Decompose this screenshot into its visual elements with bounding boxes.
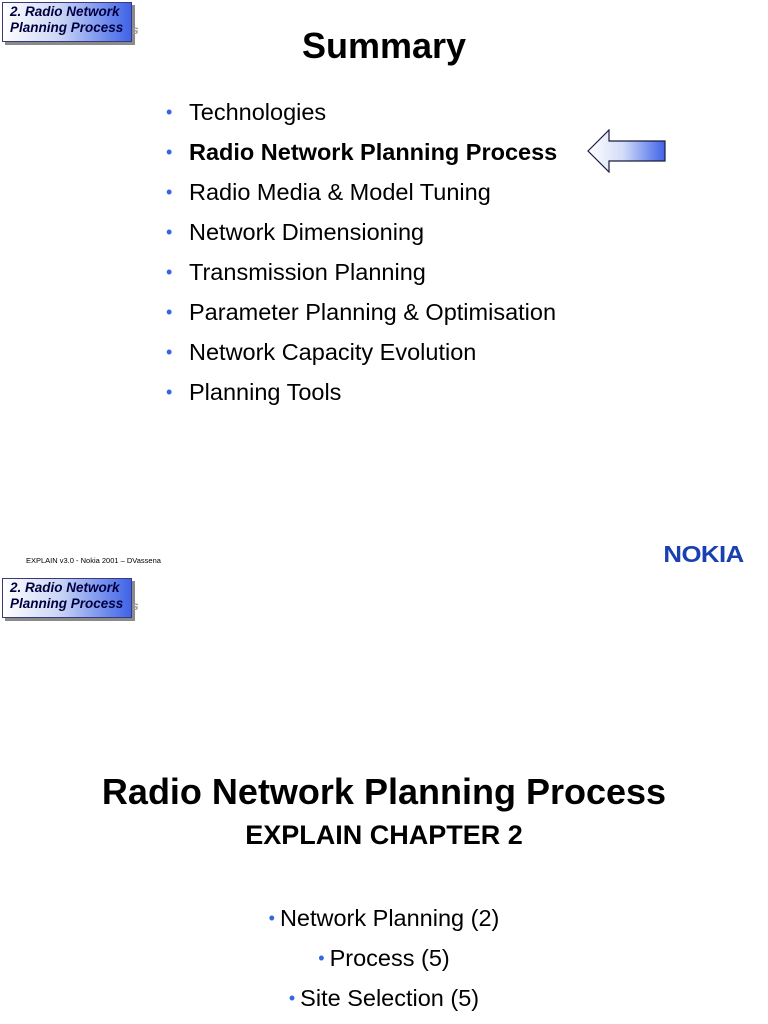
bullet-dot-icon: •: [166, 342, 173, 362]
chapter-badge-line-1: 2. Radio Network: [10, 580, 120, 595]
bullet-dot-icon: •: [166, 262, 173, 282]
chapter-badge-shadow-glyph: s: [132, 599, 139, 613]
summary-bullet-label: Planning Tools: [189, 379, 342, 405]
bullet-dot-icon: •: [166, 222, 173, 242]
bullet-dot-icon: •: [166, 182, 173, 202]
bullet-dot-icon: •: [166, 302, 173, 322]
summary-bullet-label: Network Dimensioning: [189, 219, 425, 245]
bullet-dot-icon: •: [288, 988, 296, 1008]
chapter-bullet-1: [0, 938, 768, 978]
bullet-dot-icon: •: [268, 908, 275, 928]
chapter-badge-line-2: Planning Process: [10, 20, 124, 35]
chapter-title-slide: [0, 576, 768, 1024]
chapter-title: Radio Network Planning Process: [101, 771, 667, 812]
summary-bullet-1: [166, 132, 557, 172]
chapter-badge-line-2: Planning Process: [10, 596, 124, 611]
chapter-bullet-label: Network Planning (2): [279, 905, 500, 931]
chapter-bullet-list: [0, 898, 768, 1018]
summary-bullet-label: Transmission Planning: [189, 259, 426, 285]
chapter-bullet-label: Process (5): [329, 945, 450, 971]
summary-bullet-label: Radio Media & Model Tuning: [189, 179, 491, 205]
chapter-bullet-2: [0, 978, 768, 1018]
summary-bullet-4: [166, 252, 557, 292]
bullet-dot-icon: •: [166, 382, 173, 402]
summary-bullet-6: [166, 332, 557, 372]
chapter-bullet-label: Site Selection (5): [300, 985, 480, 1011]
slide-title: Summary: [301, 25, 467, 66]
chapter-bullet-0: [0, 898, 768, 938]
chapter-badge-shadow-glyph: s: [132, 23, 139, 37]
chapter-badge: [2, 578, 132, 618]
summary-bullet-label: Technologies: [189, 99, 327, 125]
slide-footer: EXPLAIN v3.0 - Nokia 2001 – DVassena: [26, 556, 161, 565]
bullet-dot-icon: •: [166, 142, 173, 162]
summary-bullet-label: Parameter Planning & Optimisation: [189, 299, 557, 325]
summary-bullet-2: [166, 172, 557, 212]
summary-bullet-0: [166, 92, 557, 132]
chapter-badge-line-1: 2. Radio Network: [10, 4, 120, 19]
left-arrow-icon: [587, 129, 667, 173]
bullet-dot-icon: •: [166, 102, 173, 122]
summary-bullet-label: Network Capacity Evolution: [189, 339, 477, 365]
summary-bullet-list: [166, 92, 557, 412]
bullet-dot-icon: •: [318, 948, 325, 968]
summary-bullet-label: Radio Network Planning Process: [189, 139, 558, 165]
chapter-subtitle: EXPLAIN CHAPTER 2: [245, 820, 523, 850]
nokia-logo: NOKIA: [663, 541, 744, 567]
summary-bullet-3: [166, 212, 557, 252]
summary-bullet-5: [166, 292, 557, 332]
summary-bullet-7: [166, 372, 557, 412]
